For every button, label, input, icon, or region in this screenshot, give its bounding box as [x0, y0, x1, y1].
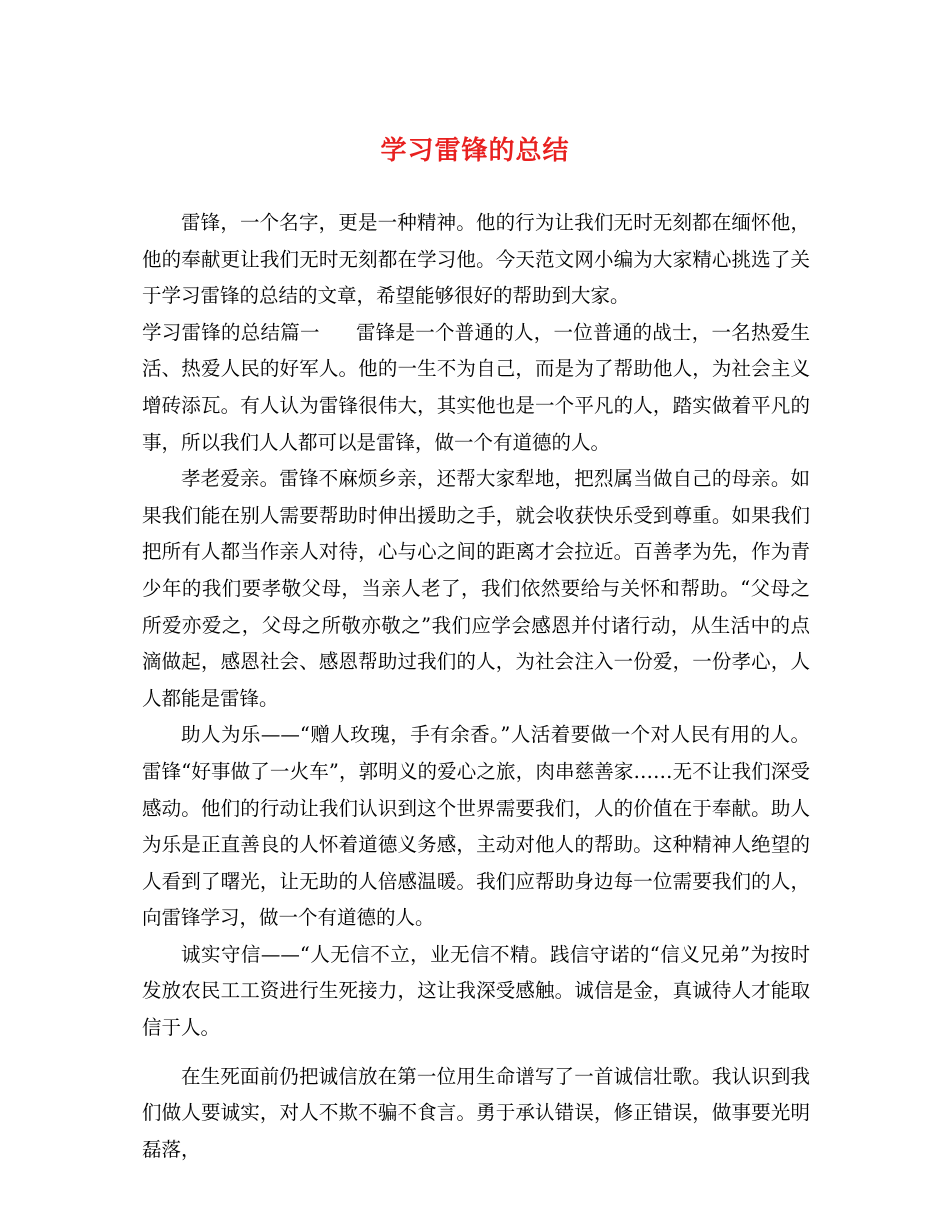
paragraph-integrity: 在生死面前仍把诚信放在第一位用生命谱写了一首诚信壮歌。我认识到我们做人要诚实，对人不欺不骗不食言。勇于承认错误，修正错误，做事要光明磊落， [142, 1064, 810, 1161]
section-heading: 学习雷锋的总结篇一 [142, 320, 320, 344]
paragraph-filial-piety: 孝老爱亲。雷锋不麻烦乡亲，还帮大家犁地，把烈属当做自己的母亲。如果我们能在别人需要帮助时伸出援助之手，就会收获快乐受到尊重。如果我们把所有人都当作亲人对待，心与心之间的距离才会拉近。百善孝为先，作为青少年的我们要孝敬父母，当亲人老了，我们依然要给与关怀和帮助。“父母之所爱亦爱之，父母之所敬亦敬之”我们应学会感恩并付诸行动，从生活中的点滴做起，感恩社会、感恩帮助过我们的人，为社会注入一份爱，一份孝心，人人都能是雷锋。 [142, 467, 810, 710]
document-title: 学习雷锋的总结 [380, 136, 570, 166]
document-body [142, 205, 810, 1168]
section-one-paragraph [142, 315, 810, 461]
intro-paragraph: 雷锋，一个名字，更是一种精神。他的行为让我们无时无刻都在缅怀他，他的奉献更让我们无时无刻都在学习他。今天范文网小编为大家精心挑选了关于学习雷锋的总结的文章，希望能够很好的帮助到大家。 [142, 211, 810, 308]
paragraph-honesty: 诚实守信——“人无信不立，业无信不精。践信守诺的“信义兄弟”为按时发放农民工工资进行生死接力，这让我深受感触。诚信是金，真诚待人才能取信于人。 [142, 942, 810, 1040]
section-first-text: 雷锋是一个普通的人，一位普通的战士，一名热爱生活、热爱人民的好军人。他的一生不为自己，而是为了帮助他人，为社会主义增砖添瓦。有人认为雷锋很伟大，其实他也是一个平凡的人，踏实做着平凡的事，所以我们人人都可以是雷锋，做一个有道德的人。 [142, 320, 810, 454]
paragraph-helping-others: 助人为乐——“赠人玫瑰，手有余香。”人活着要做一个对人民有用的人。雷锋“好事做了一火车”，郭明义的爱心之旅，肉串慈善家……无不让我们深受感动。他们的行动让我们认识到这个世界需要我们，人的价值在于奉献。助人为乐是正直善良的人怀着道德义务感，主动对他人的帮助。这种精神人绝望的人看到了曙光，让无助的人倍感温暖。我们应帮助身边每一位需要我们的人，向雷锋学习，做一个有道德的人。 [142, 723, 810, 930]
